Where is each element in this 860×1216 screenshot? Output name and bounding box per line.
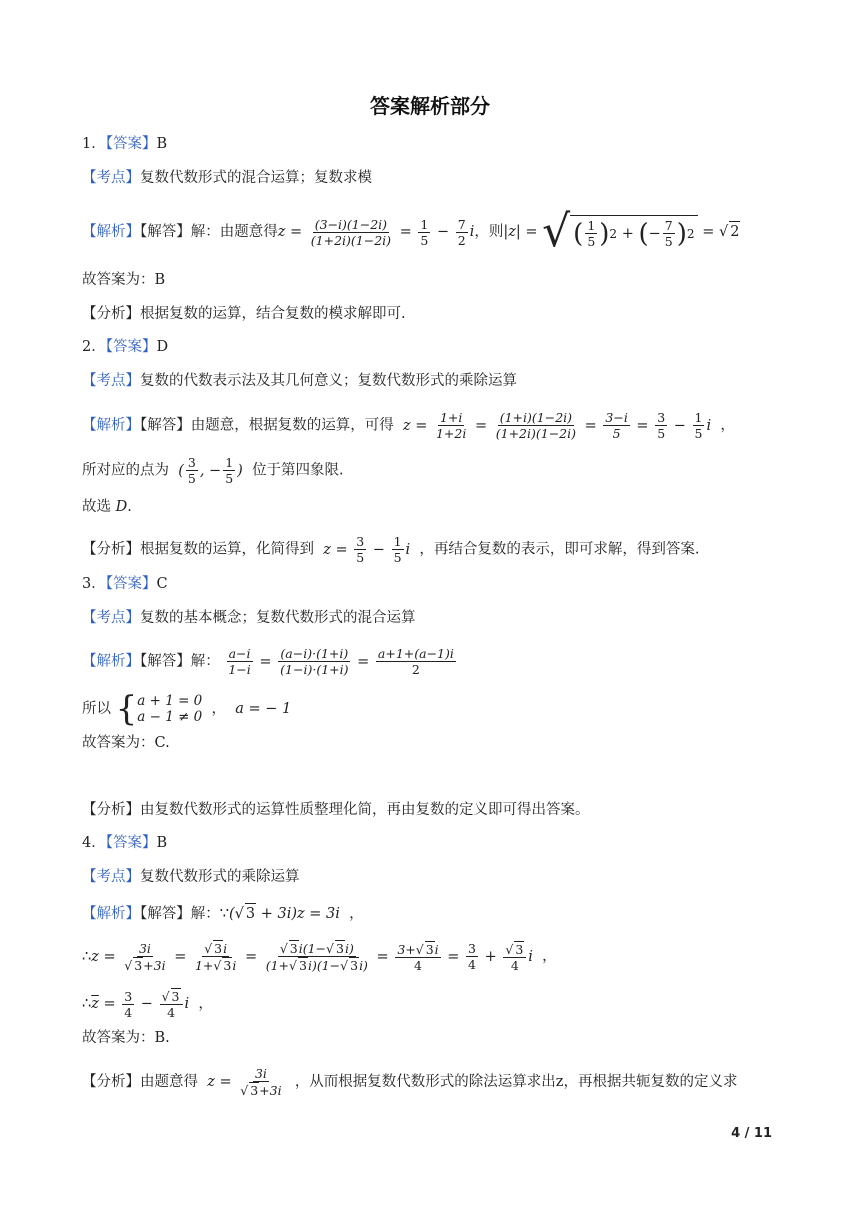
q2-number: 2． [82, 339, 106, 355]
q1-jiexi-text: 解：由题意得 [190, 224, 278, 240]
q3-system-line: 所以 { a + 1 = 0 a − 1 ≠ 0 ， a = − 1 [82, 689, 292, 729]
q3-answer-line [82, 574, 168, 594]
q3-jiexi-line [82, 646, 458, 677]
q1-jiexi-line [82, 206, 740, 257]
q4-number: 4． [82, 835, 106, 851]
q1-fenxi-line [82, 304, 406, 324]
q3-fenxi: 由复数代数形式的运算性质整理化简，再由复数的定义即可得出答案。 [140, 802, 590, 818]
q4-jiexi-line: 【解析】【解答】解：∵(√ 3 + 3i)z = 3i ， [82, 903, 364, 924]
jiexi-label: 【解析】 [82, 417, 140, 434]
q1-modulus-formula: |z| = √ ( $\frac{1}{5}$ ) 2 + ( − $\frac{7}{5}$ ) 2 = √ 2 [503, 206, 740, 257]
q2-fenxi-formula: z = $\frac{3}{5}$ − $\frac{1}{5}$ i [323, 534, 411, 565]
q4-kaodian-line [82, 867, 300, 887]
jieda-label: 【解答】 [140, 417, 191, 434]
q1-fenxi: 根据复数的运算，结合复数的模求解即可. [140, 306, 406, 322]
answer-label: 【答案】 [105, 339, 157, 355]
page-title: 答案解析部分 [370, 94, 490, 118]
jiexi-label: 【解析】 [82, 906, 140, 922]
q4-zbar-line: $\therefore\overline{z}$ = $\frac{3}{4}$ − $\frac{√ 3}{4}$ i ， [82, 988, 213, 1020]
q2-final-letter: D [115, 499, 128, 515]
kaodian-label: 【考点】 [82, 373, 140, 389]
q2-kaodian: 复数的代数表示法及其几何意义；复数代数形式的乘除运算 [140, 373, 517, 389]
q4-jiexi-text: 解： [190, 906, 220, 922]
q3-suoyi: 所以 [82, 701, 111, 717]
q2-final-line: 故选 D. [82, 499, 132, 515]
q3-kaodian-line [82, 608, 416, 628]
q1-formula: z = $\frac{(3-i)(1-2i)}{(1+2i)(1-2i)}$ = $\frac{1}{5}$ − $\frac{7}{2}$ i [277, 216, 475, 248]
q2-point-post: 位于第四象限. [252, 462, 344, 479]
q1-final: 故答案为：B [82, 272, 166, 288]
q3-fenxi-line [82, 800, 590, 820]
q2-fenxi-line [82, 534, 699, 565]
q1-answer: B [156, 136, 168, 152]
jieda-label: 【解答】 [140, 906, 191, 922]
fenxi-label: 【分析】 [82, 306, 140, 322]
q2-fenxi-post: ，再结合复数的表示，即可求解，得到答案. [419, 541, 700, 558]
q4-zbar-formula: $\therefore\overline{z}$ = $\frac{3}{4}$ − $\frac{√ 3}{4}$ i [82, 988, 190, 1020]
jiexi-label: 【解析】 [82, 224, 140, 240]
q1-number: 1． [82, 136, 106, 152]
q2-final-pre: 故选 [82, 499, 111, 515]
q2-point-formula: ( $\frac{3}{5}$ , − $\frac{1}{5}$ ) [178, 455, 243, 486]
jieda-label: 【解答】 [140, 224, 191, 240]
kaodian-label: 【考点】 [82, 170, 140, 186]
q4-fenxi-pre: 由题意得 [140, 1074, 198, 1090]
q4-fenxi-line [82, 1066, 737, 1098]
fenxi-label: 【分析】 [82, 1074, 140, 1090]
q4-fenxi-post: ，从而根据复数代数形式的除法运算求出z，再根据共轭复数的定义求 [294, 1074, 738, 1090]
answer-label: 【答案】 [105, 136, 157, 152]
q2-formula: z = $\frac{1+i}{1+2i}$ = $\frac{(1+i)(1-2i)}{(1+2i)(1-2i)}$ = $\frac{3-i}{5}$ = $\frac{3}{5}$ − $\frac{1}{5}$ i [402, 410, 712, 441]
q2-jiexi-line: 【解析】【解答】由题意，根据复数的运算，可得 z = $\frac{1+i}{1+2i}$ = $\frac{(1+i)(1-2i)}{(1+2i)(1-2i)}$ = $\frac{3-i}{5}$ = $\frac{3}{5}$ − $\frac{1}{5}$ i ， [82, 410, 735, 441]
q1-final-line [82, 270, 165, 290]
q2-answer-line [82, 337, 168, 357]
q2-fenxi-pre: 根据复数的运算，化简得到 [140, 541, 314, 558]
q2-point-pre: 所对应的点为 [82, 462, 169, 479]
kaodian-label: 【考点】 [82, 869, 140, 885]
q4-kaodian: 复数代数形式的乘除运算 [140, 869, 300, 885]
q3-final-line [82, 733, 170, 753]
q1-kaodian-line [82, 168, 372, 188]
answer-label: 【答案】 [105, 576, 157, 592]
q1-answer-line [82, 134, 167, 154]
q4-z-line: ∴z = $\frac{3i}{√ 3+3i}$ = $\frac{√ 3i}{1+√ 3i}$ = $\frac{√ 3i(1-√ 3i)}{(1+√ 3i)(1-√ 3i)}$ = $\frac{3+√ 3i}{4}$ = $\frac{3}{4}$ + $\frac{√ 3}{4}$ i ， [82, 940, 557, 973]
q3-jiexi-text: 解： [190, 653, 220, 670]
jieda-label: 【解答】 [140, 653, 191, 670]
q3-answer: C [156, 576, 168, 592]
q1-jiexi-mid: ，则 [474, 224, 504, 240]
q4-final: 故答案为：B. [82, 1030, 170, 1046]
q3-result-formula: a = − 1 [235, 701, 292, 717]
q3-number: 3． [82, 576, 106, 592]
q4-z-formula: ∴z = $\frac{3i}{√ 3+3i}$ = $\frac{√ 3i}{1+√ 3i}$ = $\frac{√ 3i(1-√ 3i)}{(1+√ 3i)(1-√ 3i)}$ = $\frac{3+√ 3i}{4}$ = $\frac{3}{4}$ + $\frac{√ 3}{4}$ i [82, 940, 533, 973]
q4-answer: B [156, 835, 168, 851]
q3-system-formula: { a + 1 = 0 a − 1 ≠ 0 [115, 689, 203, 729]
q4-final-line [82, 1028, 170, 1048]
fenxi-label: 【分析】 [82, 802, 140, 818]
answer-label: 【答案】 [105, 835, 157, 851]
q4-fenxi-formula: z = $\frac{3i}{√ 3+3i}$ [207, 1066, 282, 1098]
q4-answer-line [82, 833, 167, 853]
fenxi-label: 【分析】 [82, 541, 140, 558]
q2-jiexi-text: 由题意，根据复数的运算，可得 [190, 417, 394, 434]
jiexi-label: 【解析】 [82, 653, 140, 670]
q3-formula: $\frac{a-i}{1-i}$ = $\frac{(a-i)\cdot(1+i)}{(1-i)\cdot(1+i)}$ = $\frac{a+1+(a-1)i}{2}$ [228, 646, 454, 677]
q3-kaodian: 复数的基本概念；复数代数形式的混合运算 [140, 610, 416, 626]
q4-given-formula: ∵(√ 3 + 3i)z = 3i [220, 906, 340, 922]
q2-point-line [82, 455, 344, 486]
page-number: 4 / 11 [731, 1126, 772, 1141]
q2-kaodian-line [82, 371, 517, 391]
kaodian-label: 【考点】 [82, 610, 140, 626]
q2-answer: D [156, 339, 169, 355]
q3-final: 故答案为：C. [82, 735, 170, 751]
q1-kaodian: 复数代数形式的混合运算；复数求模 [140, 170, 372, 186]
